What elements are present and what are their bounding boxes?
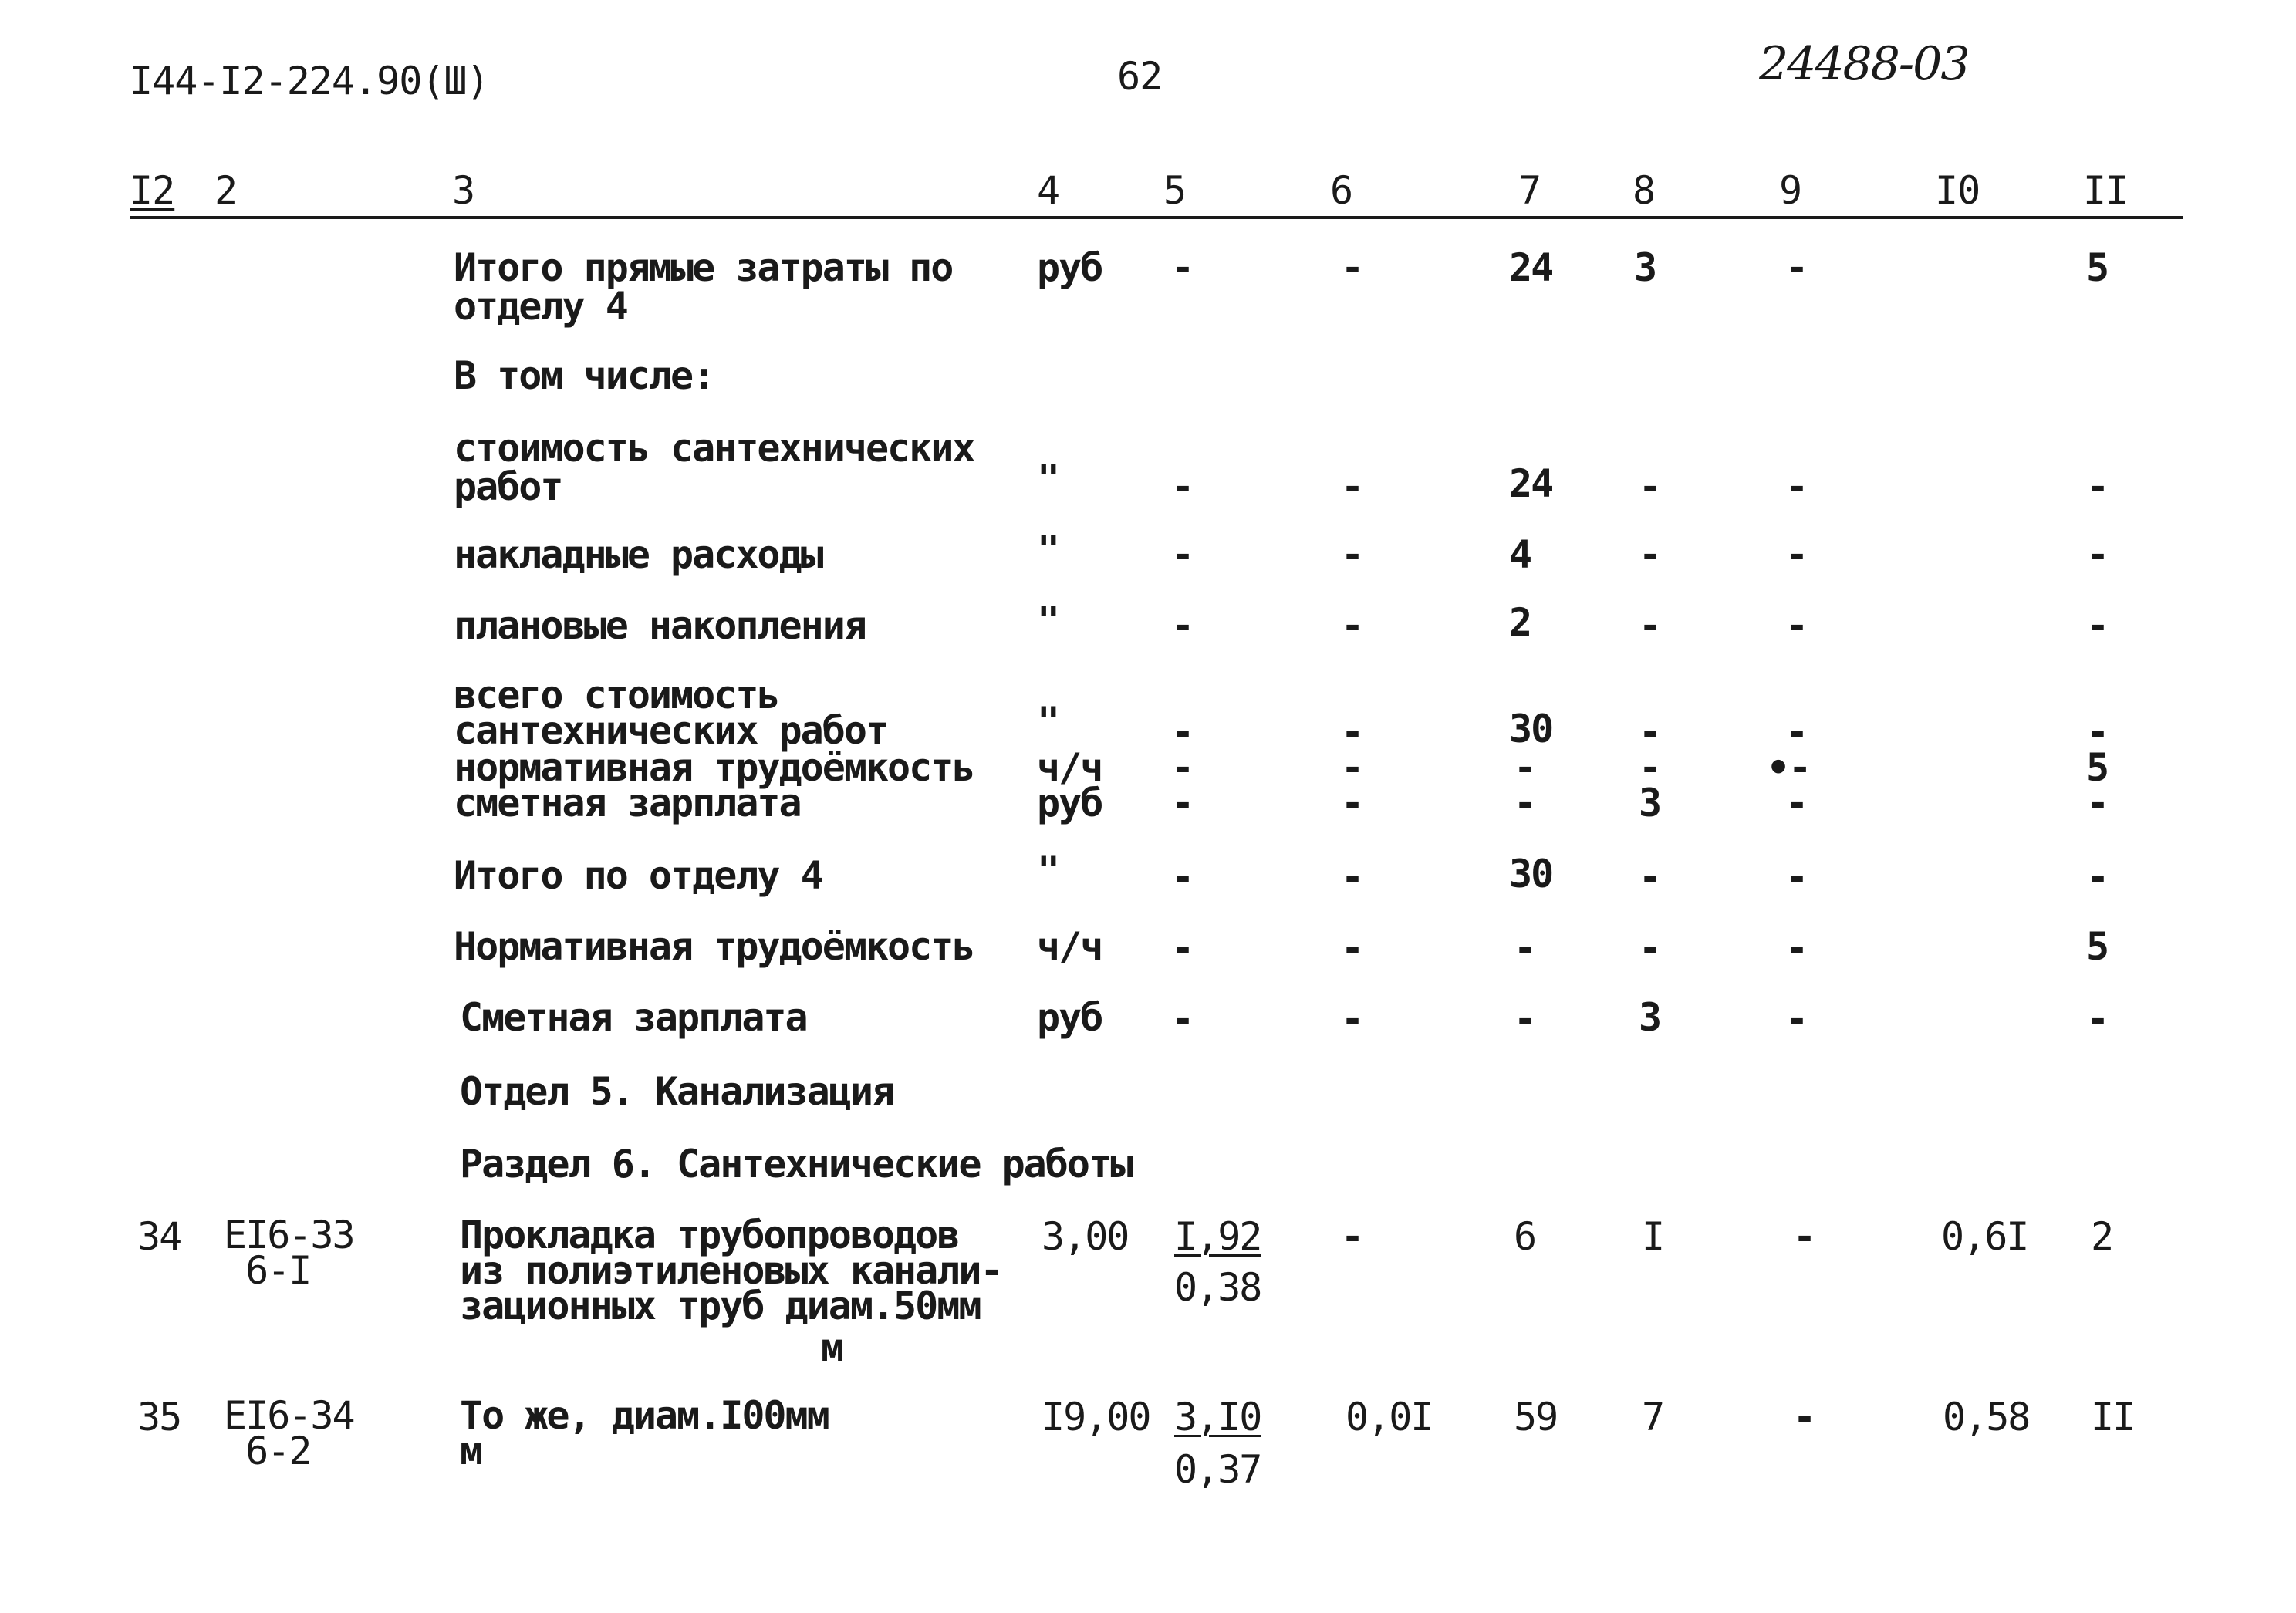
cell-col9: - [1785, 997, 1808, 1041]
cell-col8: 3 [1634, 245, 1656, 290]
cell-col5-denominator: 0,37 [1174, 1447, 1261, 1492]
row-description: сметная зарплата [454, 781, 801, 825]
cell-col7: 2 [1509, 600, 1531, 645]
cell-col5: - [1171, 997, 1194, 1041]
cell-col8: - [1639, 855, 1661, 899]
row-subheading: В том числе: [454, 353, 714, 398]
cell-col6: - [1341, 710, 1363, 754]
cell-col5: - [1171, 710, 1194, 754]
cell-col6: - [1341, 745, 1363, 790]
row-number: 34 [137, 1214, 181, 1259]
column-header: I0 [1935, 168, 1980, 213]
cell-col7: 24 [1509, 461, 1553, 506]
row-description: стоимость сантехнических работ [454, 426, 974, 509]
column-header: 3 [452, 168, 475, 213]
cell-col11: - [2086, 855, 2109, 899]
cell-col11: - [2086, 603, 2109, 648]
row-description: Прокладка трубопроводов из полиэтиленовых канали- зационных труб диам.50мм [460, 1213, 1002, 1328]
cell-col4: 3,00 [1042, 1214, 1129, 1259]
cell-col6: - [1341, 464, 1363, 509]
cell-col10: 0,6I [1941, 1214, 2028, 1259]
cell-col7: - [1514, 926, 1536, 970]
cell-col4: I9,00 [1042, 1395, 1150, 1439]
cell-col6: - [1341, 855, 1363, 899]
cell-col8: - [1639, 532, 1661, 577]
cell-col5: - [1171, 245, 1194, 290]
cell-col11: - [2086, 997, 2109, 1041]
cell-col11: 5 [2086, 245, 2109, 290]
cell-col5-denominator: 0,38 [1174, 1265, 1261, 1310]
cell-col5: - [1171, 855, 1194, 899]
cost-code: EI6-33 6-I [224, 1213, 354, 1293]
cell-col6: - [1341, 997, 1363, 1041]
cell-col11: - [2086, 464, 2109, 509]
column-header: II [2083, 168, 2129, 213]
row-description: Нормативная трудоёмкость [454, 924, 974, 969]
cell-col11: 5 [2086, 924, 2109, 969]
column-header: 2 [214, 168, 238, 213]
document-code: I44-I2-224.90(Ш) [130, 59, 489, 103]
column-header: 7 [1518, 168, 1541, 213]
cell-col9: - [1785, 532, 1808, 577]
cell-col10: 0,58 [1943, 1395, 2030, 1439]
cell-col7: - [1514, 781, 1536, 825]
section-heading: Раздел 6. Сантехнические работы [460, 1142, 1133, 1186]
cell-col7: 4 [1509, 532, 1531, 577]
cell-col9: •- [1767, 745, 1811, 790]
cell-col6: - [1341, 245, 1363, 290]
cell-col11: - [2086, 532, 2109, 577]
cost-code: EI6-34 6-2 [224, 1393, 354, 1473]
cell-col7: 6 [1514, 1214, 1536, 1259]
row-description: Итого по отделу 4 [454, 853, 822, 898]
row-unit-note: м [821, 1325, 843, 1370]
cell-unit: " [1037, 699, 1059, 744]
cell-col9: - [1785, 781, 1808, 825]
cell-col6: - [1341, 781, 1363, 825]
cell-col11: 5 [2086, 745, 2109, 790]
cell-unit: " [1037, 528, 1059, 572]
cell-col11: - [2086, 710, 2109, 754]
column-header: I2 [130, 168, 175, 213]
cell-col8: 3 [1639, 781, 1661, 825]
cell-col5: - [1171, 781, 1194, 825]
cell-col5: - [1171, 464, 1194, 509]
cell-col5: - [1171, 926, 1194, 970]
cell-col9: - [1785, 926, 1808, 970]
cell-col8: - [1639, 926, 1661, 970]
cell-col7: 30 [1509, 852, 1553, 896]
cell-unit: ч/ч [1037, 924, 1102, 969]
cell-col11: - [2086, 781, 2109, 825]
cell-unit: ч/ч [1037, 745, 1102, 790]
cell-unit: " [1037, 457, 1059, 501]
cell-col9: - [1785, 245, 1808, 290]
cell-col11: 2 [2091, 1214, 2113, 1259]
page-number: 62 [1117, 54, 1163, 99]
handwritten-number: 24488-03 [1759, 37, 1969, 91]
column-header: 6 [1330, 168, 1353, 213]
cell-col9: - [1785, 855, 1808, 899]
column-header: 9 [1779, 168, 1802, 213]
cell-col7: 59 [1514, 1395, 1558, 1439]
row-description: То же, диам.I00мм м [460, 1393, 829, 1473]
cell-col6: - [1341, 603, 1363, 648]
cell-unit: " [1037, 849, 1059, 893]
column-header: 4 [1037, 168, 1060, 213]
row-description: нормативная трудоёмкость [454, 745, 974, 790]
cell-col7: 30 [1509, 707, 1553, 751]
cell-unit: руб [1037, 995, 1102, 1040]
row-number: 35 [137, 1395, 181, 1439]
cell-col9: - [1793, 1395, 1815, 1439]
column-header: 8 [1633, 168, 1656, 213]
cell-col11: II [2091, 1395, 2135, 1439]
cell-unit: руб [1037, 245, 1102, 290]
row-description: всего стоимость сантехнических работ [454, 673, 888, 753]
cell-unit: " [1037, 599, 1059, 643]
cell-col5: - [1171, 532, 1194, 577]
section-heading: Отдел 5. Канализация [460, 1069, 894, 1114]
cell-col6: - [1341, 926, 1363, 970]
cell-col8: 3 [1639, 995, 1661, 1040]
row-description: Итого прямые затраты по отделу 4 [454, 245, 953, 329]
cell-col5: - [1171, 603, 1194, 648]
cell-col6: - [1341, 1214, 1363, 1259]
cell-col9: - [1785, 603, 1808, 648]
cell-col8: - [1639, 710, 1661, 754]
cell-col9: - [1785, 710, 1808, 754]
cell-col8: I [1642, 1214, 1664, 1259]
cell-col8: - [1639, 745, 1661, 790]
cell-col5: - [1171, 745, 1194, 790]
cell-col8: - [1639, 464, 1661, 509]
cell-col9: - [1793, 1214, 1815, 1259]
cell-col8: 7 [1642, 1395, 1664, 1439]
cell-col6: - [1341, 532, 1363, 577]
row-description: накладные расходы [454, 532, 822, 577]
row-description: плановые накопления [454, 603, 866, 648]
header-rule [130, 216, 2183, 219]
row-description: Сметная зарплата [460, 995, 807, 1040]
cell-unit: руб [1037, 781, 1102, 825]
cell-col7: - [1514, 997, 1536, 1041]
cell-col8: - [1639, 603, 1661, 648]
column-header: 5 [1163, 168, 1187, 213]
cell-col9: - [1785, 464, 1808, 509]
cell-col5-numerator: 3,I0 [1174, 1395, 1261, 1439]
cell-col6: 0,0I [1346, 1395, 1433, 1439]
cell-col7: 24 [1509, 245, 1553, 290]
cell-col7: - [1514, 745, 1536, 790]
cell-col5-numerator: I,92 [1174, 1214, 1261, 1259]
